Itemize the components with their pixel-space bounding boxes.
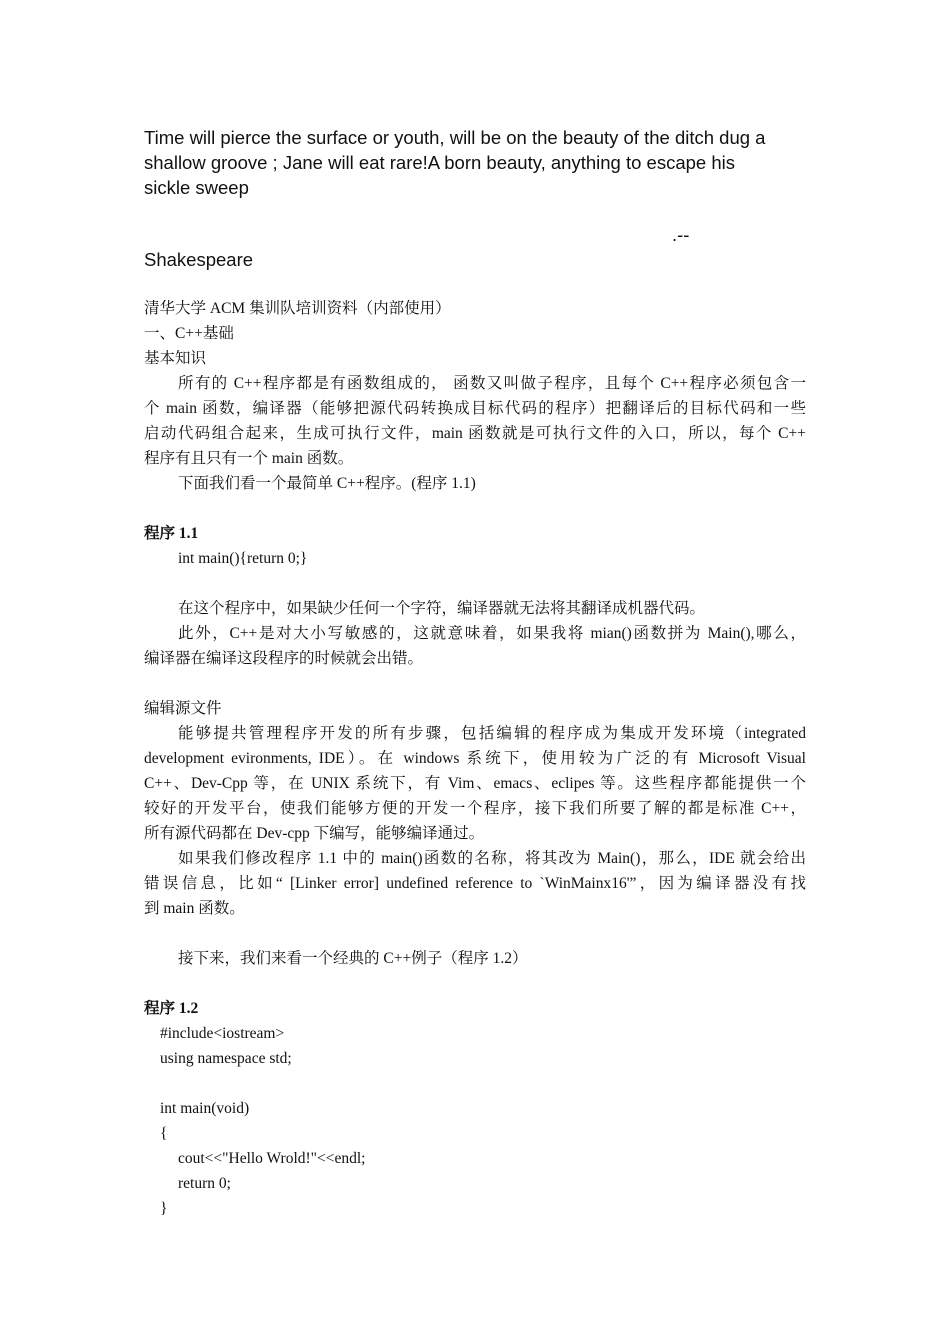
- program-label: 程序 1.1: [144, 525, 199, 542]
- paragraph-line: 此外，C++是对大小写敏感的，这就意味着，如果我将 mian()函数拼为 Main(),哪么，: [178, 625, 806, 642]
- code-line: cout<<"Hello Wrold!"<<endl;: [178, 1150, 366, 1167]
- paragraph-line: 启动代码组合起来，生成可执行文件，main 函数就是可执行文件的入口，所以，每个 C++: [144, 425, 806, 442]
- paragraph-line: 如果我们修改程序 1.1 中的 main()函数的名称，将其改为 Main()，那么，IDE 就会给出: [178, 850, 806, 867]
- quote-dash: .--: [672, 224, 690, 245]
- quote-line: Time will pierce the surface or youth, will be on the beauty of the ditch dug a: [144, 127, 766, 148]
- chapter-heading: 一、C++基础: [144, 325, 234, 342]
- code-line: int main(void): [160, 1100, 250, 1117]
- paragraph-line: 下面我们看一个最简单 C++程序。(程序 1.1): [178, 475, 476, 492]
- paragraph-line: 到 main 函数。: [144, 900, 245, 917]
- quote-line: sickle sweep: [144, 177, 249, 198]
- code-line: }: [160, 1200, 168, 1217]
- code-line: return 0;: [178, 1175, 231, 1192]
- paragraph-line: 错误信息，比如“ [Linker error] undefined reference to `WinMainx16'”，因为编译器没有找: [144, 875, 806, 892]
- code-line: int main(){return 0;}: [178, 550, 308, 567]
- quote-line: shallow groove ; Jane will eat rare!A born beauty, anything to escape his: [144, 152, 735, 173]
- paragraph-line: 在这个程序中，如果缺少任何一个字符，编译器就无法将其翻译成机器代码。: [178, 600, 706, 617]
- quote-author: Shakespeare: [144, 249, 254, 270]
- paragraph-line: 能够提共管理程序开发的所有步骤，包括编辑的程序成为集成开发环境（integrated: [178, 725, 806, 742]
- paragraph-line: 程序有且只有一个 main 函数。: [144, 450, 354, 467]
- code-line: using namespace std;: [160, 1050, 292, 1067]
- code-line: {: [160, 1125, 168, 1142]
- paragraph-line: C++、Dev-Cpp 等，在 UNIX 系统下，有 Vim、emacs、eclipes 等。这些程序都能提供一个: [144, 775, 806, 792]
- section-heading: 编辑源文件: [144, 700, 222, 717]
- paragraph-line: 编译器在编译这段程序的时候就会出错。: [144, 650, 424, 667]
- paragraph-line: 所有的 C++程序都是有函数组成的， 函数又叫做子程序，且每个 C++程序必须包含一: [178, 375, 806, 392]
- program-label: 程序 1.2: [144, 1000, 199, 1017]
- paragraph-line: development evironments, IDE）。在 windows 系统下，使用较为广泛的有 Microsoft Visual: [144, 750, 806, 767]
- paragraph-line: 较好的开发平台，使我们能够方便的开发一个程序，接下我们所要了解的都是标准 C++，: [144, 800, 806, 817]
- paragraph-line: 接下来，我们来看一个经典的 C++例子（程序 1.2）: [178, 950, 528, 967]
- paragraph-line: 个 main 函数，编译器（能够把源代码转换成目标代码的程序）把翻译后的目标代码和一些: [144, 400, 806, 417]
- paragraph-line: 所有源代码都在 Dev-cpp 下编写，能够编译通过。: [144, 825, 485, 842]
- code-line: #include<iostream>: [160, 1025, 285, 1042]
- document-title: 清华大学 ACM 集训队培训资料（内部使用）: [144, 300, 451, 317]
- section-heading: 基本知识: [144, 350, 207, 367]
